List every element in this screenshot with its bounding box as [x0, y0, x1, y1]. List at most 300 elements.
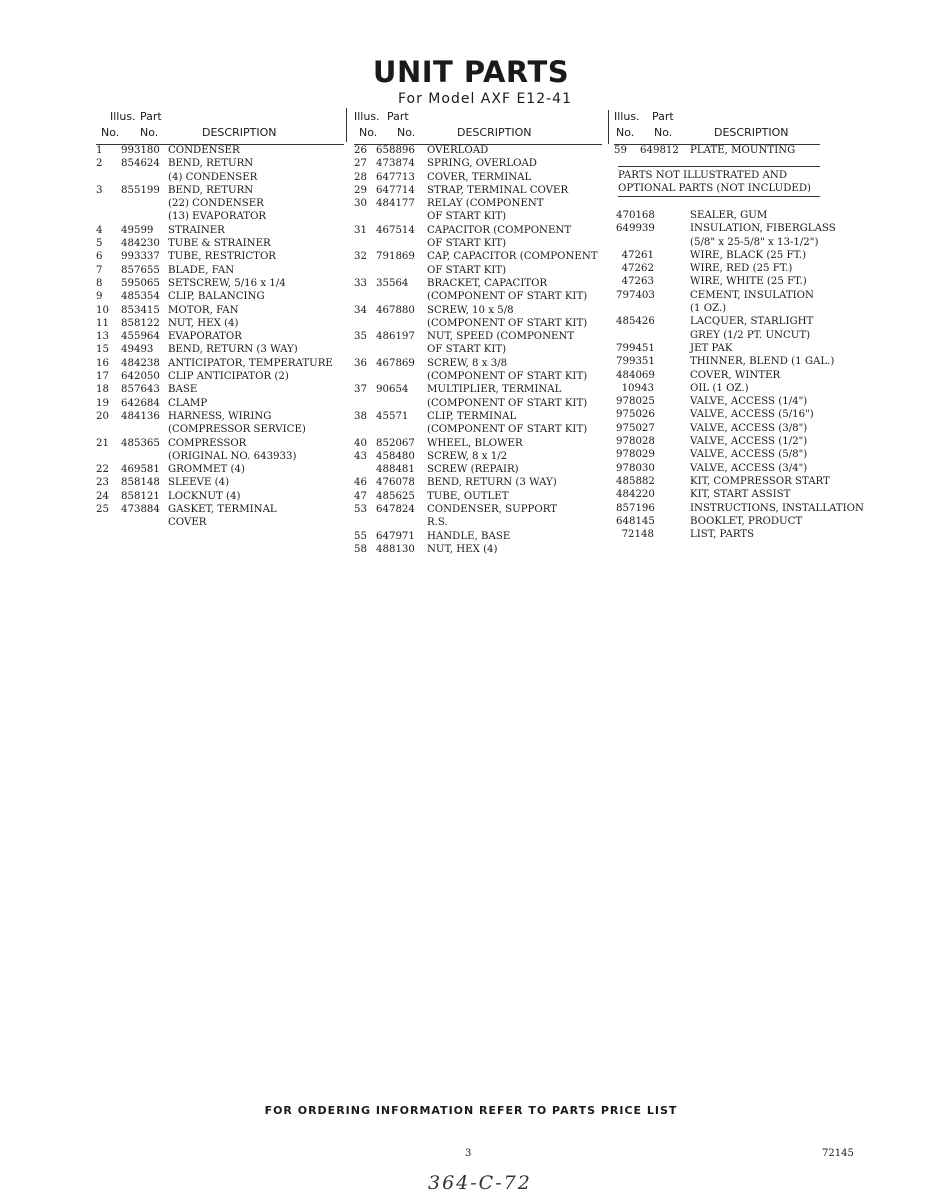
part-description: CONDENSER, SUPPORT — [427, 504, 558, 516]
part-number: 852067 — [376, 437, 415, 449]
part-row — [354, 290, 602, 303]
part-description: CAPACITOR (COMPONENT — [427, 224, 572, 236]
illus-number: 11 — [96, 317, 109, 329]
section-title-line-1: PARTS NOT ILLUSTRATED AND — [618, 170, 787, 181]
part-description: BASE — [168, 384, 198, 396]
optional-part-row — [614, 369, 864, 382]
part-row — [96, 343, 344, 356]
part-number: 484238 — [121, 357, 160, 369]
part-row — [354, 317, 602, 330]
part-number: 978025 — [616, 396, 655, 408]
part-number: 647714 — [376, 184, 415, 196]
illus-number: 4 — [96, 224, 103, 236]
column-header — [96, 110, 344, 144]
part-description: SCREW (REPAIR) — [427, 464, 519, 476]
part-row — [96, 144, 344, 157]
part-description: SLEEVE (4) — [168, 477, 230, 489]
part-description: VALVE, ACCESS (3/4") — [690, 462, 808, 474]
optional-part-row — [614, 262, 864, 275]
part-row — [354, 210, 602, 223]
part-description: (COMPONENT OF START KIT) — [427, 291, 588, 303]
part-row — [354, 343, 602, 356]
part-number: 469581 — [121, 464, 160, 476]
illus-number: 9 — [96, 291, 103, 303]
illus-header-top: Illus. — [110, 110, 136, 123]
illus-number: 21 — [96, 437, 109, 449]
parts-column-2 — [354, 110, 602, 556]
illus-number: 38 — [354, 410, 367, 422]
part-row — [354, 264, 602, 277]
part-number: 858122 — [121, 317, 160, 329]
part-description: INSTRUCTIONS, INSTALLATION — [690, 502, 864, 514]
part-row — [96, 184, 344, 197]
optional-part-row — [614, 342, 864, 355]
part-number: 647971 — [376, 530, 415, 542]
part-description: (COMPONENT OF START KIT) — [427, 317, 588, 329]
part-number: 855199 — [121, 184, 160, 196]
part-number: 72148 — [621, 529, 654, 541]
part-description: (13) EVAPORATOR — [168, 211, 267, 223]
section-title-line-2: OPTIONAL PARTS (NOT INCLUDED) — [618, 183, 811, 195]
part-row — [96, 317, 344, 330]
part-description: KIT, START ASSIST — [690, 489, 791, 501]
optional-part-row — [614, 289, 864, 302]
part-number: 10943 — [621, 382, 654, 394]
part-number: 647713 — [376, 171, 415, 183]
part-description: CLIP ANTICIPATOR (2) — [168, 371, 289, 383]
section-title — [618, 169, 811, 196]
part-description: (1 OZ.) — [690, 303, 727, 315]
part-number: 486197 — [376, 331, 415, 343]
part-row — [354, 370, 602, 383]
part-row — [354, 423, 602, 436]
page-title: UNIT PARTS — [372, 55, 570, 89]
part-description: BRACKET, CAPACITOR — [427, 277, 548, 289]
part-number: 467869 — [376, 357, 415, 369]
part-number: 853415 — [121, 304, 160, 316]
part-row — [96, 277, 344, 290]
part-number: 978028 — [616, 436, 655, 448]
part-row — [96, 437, 344, 450]
part-number: 799351 — [616, 356, 655, 368]
part-description: NUT, HEX (4) — [427, 543, 498, 555]
column-divider — [608, 110, 609, 144]
optional-part-row — [614, 475, 864, 488]
part-description: NUT, HEX (4) — [168, 317, 239, 329]
part-description: TUBE, RESTRICTOR — [168, 251, 276, 263]
part-description: CAP, CAPACITOR (COMPONENT — [427, 251, 598, 263]
optional-part-row — [614, 329, 864, 342]
illus-number: 5 — [96, 238, 103, 250]
part-row — [96, 264, 344, 277]
part-number: 595065 — [121, 277, 160, 289]
part-number: 47262 — [621, 263, 654, 275]
part-number: 975027 — [616, 422, 655, 434]
part-description: (COMPONENT OF START KIT) — [427, 424, 588, 436]
part-row — [354, 450, 602, 463]
part-row — [96, 383, 344, 396]
part-row — [96, 410, 344, 423]
part-description: VALVE, ACCESS (5/16") — [690, 409, 814, 421]
part-description: GASKET, TERMINAL — [168, 504, 277, 516]
illus-no-header: No. — [616, 126, 635, 139]
part-number: 649812 — [640, 145, 679, 156]
part-number: 484177 — [376, 198, 415, 210]
optional-part-row — [614, 515, 864, 528]
illus-number: 30 — [354, 198, 367, 210]
illus-number: 23 — [96, 477, 109, 489]
part-number: 791869 — [376, 251, 415, 263]
optional-part-row — [614, 382, 864, 395]
optional-part-row — [614, 528, 864, 541]
part-row — [96, 290, 344, 303]
part-description: R.S. — [427, 517, 448, 529]
part-description: WIRE, BLACK (25 FT.) — [690, 249, 807, 261]
illus-number: 58 — [354, 543, 367, 555]
optional-part-row — [614, 448, 864, 461]
illus-number: 2 — [96, 158, 103, 170]
part-description: PLATE, MOUNTING — [690, 145, 796, 156]
part-description: CLIP, BALANCING — [168, 291, 265, 303]
column-header — [354, 110, 602, 144]
optional-part-row — [614, 249, 864, 262]
illus-header-top: Illus. — [354, 110, 380, 123]
part-row — [96, 157, 344, 170]
part-description: THINNER, BLEND (1 GAL.) — [690, 356, 835, 368]
part-number: 993180 — [121, 145, 160, 156]
part-description: CONDENSER — [168, 145, 240, 156]
part-description: BEND, RETURN — [168, 184, 254, 196]
part-description: BEND, RETURN — [168, 158, 254, 170]
part-description: SETSCREW, 5/16 x 1/4 — [168, 277, 286, 289]
part-description: COVER, WINTER — [690, 369, 781, 381]
part-description: LACQUER, STARLIGHT — [690, 316, 814, 328]
part-number: 488481 — [376, 464, 415, 476]
part-number: 470168 — [616, 210, 655, 221]
part-number: 975026 — [616, 409, 655, 421]
illus-number: 47 — [354, 490, 367, 502]
part-row — [354, 330, 602, 343]
part-description: SPRING, OVERLOAD — [427, 158, 537, 170]
part-number: 49493 — [121, 344, 154, 356]
illus-number: 53 — [354, 504, 367, 516]
illus-number: 40 — [354, 437, 367, 449]
part-number: 47263 — [621, 276, 654, 288]
part-description: CEMENT, INSULATION — [690, 289, 814, 301]
illus-number: 22 — [96, 464, 109, 476]
illus-number: 10 — [96, 304, 109, 316]
optional-part-row — [614, 209, 864, 222]
part-description: GREY (1/2 PT. UNCUT) — [690, 329, 811, 341]
illus-number: 25 — [96, 504, 109, 516]
part-description: STRAP, TERMINAL COVER — [427, 184, 569, 196]
part-row — [354, 543, 602, 556]
illus-number: 28 — [354, 171, 367, 183]
part-number: 649939 — [616, 223, 655, 235]
illus-number: 36 — [354, 357, 367, 369]
part-no-header: No. — [397, 126, 416, 139]
part-row — [96, 476, 344, 489]
part-number: 484136 — [121, 410, 160, 422]
optional-part-row — [614, 315, 864, 328]
part-row — [354, 250, 602, 263]
part-number: 467514 — [376, 224, 415, 236]
part-description: LIST, PARTS — [690, 529, 755, 541]
part-row — [96, 357, 344, 370]
part-description: JET PAK — [690, 342, 733, 354]
illus-number: 17 — [96, 371, 109, 383]
part-row — [96, 490, 344, 503]
part-description: SCREW, 8 x 1/2 — [427, 450, 508, 462]
part-description: COVER, TERMINAL — [427, 171, 532, 183]
part-description: RELAY (COMPONENT — [427, 198, 544, 210]
part-number: 797403 — [616, 289, 655, 301]
part-row — [96, 304, 344, 317]
description-header: DESCRIPTION — [714, 126, 789, 139]
part-description: KIT, COMPRESSOR START — [690, 475, 830, 487]
part-number: 485625 — [376, 490, 415, 502]
illus-number: 31 — [354, 224, 367, 236]
optional-part-row — [614, 488, 864, 501]
part-description: (22) CONDENSER — [168, 198, 264, 210]
part-description: WIRE, RED (25 FT.) — [690, 263, 793, 275]
part-number: 476078 — [376, 477, 415, 489]
optional-part-row — [614, 502, 864, 515]
part-header-top: Part — [140, 110, 162, 123]
part-row — [96, 370, 344, 383]
illus-number: 35 — [354, 331, 367, 343]
part-row — [354, 237, 602, 250]
part-number: 488130 — [376, 543, 415, 555]
part-no-header: No. — [140, 126, 159, 139]
part-number: 799451 — [616, 342, 655, 354]
part-number: 35564 — [376, 277, 409, 289]
column-divider — [346, 108, 347, 142]
part-row — [96, 197, 344, 210]
section-underline — [618, 196, 820, 197]
part-row — [354, 197, 602, 210]
parts-list — [354, 144, 602, 556]
part-number: 858121 — [121, 490, 160, 502]
optional-part-row — [614, 435, 864, 448]
illus-number: 27 — [354, 158, 367, 170]
part-description: BEND, RETURN (3 WAY) — [427, 477, 557, 489]
part-number: 658896 — [376, 145, 415, 156]
part-row — [96, 330, 344, 343]
part-row — [96, 250, 344, 263]
part-number: 473884 — [121, 504, 160, 516]
part-number: 642684 — [121, 397, 160, 409]
optional-part-row — [614, 302, 864, 315]
part-row — [96, 503, 344, 516]
part-number: 854624 — [121, 158, 160, 170]
part-description: SCREW, 10 x 5/8 — [427, 304, 514, 316]
part-row — [96, 237, 344, 250]
optional-part-row — [614, 395, 864, 408]
part-header-top: Part — [387, 110, 409, 123]
part-number: 45571 — [376, 410, 409, 422]
part-number: 857655 — [121, 264, 160, 276]
illus-number: 1 — [96, 145, 103, 156]
part-row — [96, 210, 344, 223]
part-description: (4) CONDENSER — [168, 171, 258, 183]
ordering-info-footer: FOR ORDERING INFORMATION REFER TO PARTS PRICE LIST — [264, 1104, 678, 1117]
part-description: VALVE, ACCESS (1/2") — [690, 436, 808, 448]
illus-number: 32 — [354, 251, 367, 263]
part-description: BLADE, FAN — [168, 264, 235, 276]
illus-number: 29 — [354, 184, 367, 196]
optional-part-row — [614, 422, 864, 435]
part-description: GROMMET (4) — [168, 464, 245, 476]
part-row — [354, 304, 602, 317]
illus-number: 34 — [354, 304, 367, 316]
part-description: COMPRESSOR — [168, 437, 247, 449]
part-row — [96, 463, 344, 476]
part-description: TUBE & STRAINER — [168, 238, 271, 250]
part-description: OIL (1 OZ.) — [690, 382, 749, 394]
part-description: HANDLE, BASE — [427, 530, 511, 542]
part-description: HARNESS, WIRING — [168, 410, 272, 422]
illus-number: 18 — [96, 384, 109, 396]
part-row — [96, 516, 344, 529]
optional-part-row — [614, 462, 864, 475]
illus-no-header: No. — [359, 126, 378, 139]
part-number: 993337 — [121, 251, 160, 263]
part-description: BOOKLET, PRODUCT — [690, 515, 803, 527]
section-rule — [618, 166, 820, 167]
part-number: 484230 — [121, 238, 160, 250]
part-number: 647824 — [376, 504, 415, 516]
optional-parts-list — [614, 209, 864, 541]
illus-number: 59 — [614, 145, 627, 156]
optional-part-row — [614, 236, 864, 249]
part-description: MULTIPLIER, TERMINAL — [427, 384, 562, 396]
parts-list — [614, 144, 864, 157]
part-row — [354, 144, 602, 157]
part-number: 485365 — [121, 437, 160, 449]
part-row — [354, 224, 602, 237]
part-row — [354, 410, 602, 423]
illus-number: 46 — [354, 477, 367, 489]
parts-list — [96, 144, 344, 530]
part-description: ANTICIPATOR, TEMPERATURE — [168, 357, 333, 369]
part-description: OVERLOAD — [427, 145, 489, 156]
optional-part-row — [614, 275, 864, 288]
part-description: NUT, SPEED (COMPONENT — [427, 331, 575, 343]
part-description: CLAMP — [168, 397, 208, 409]
part-row — [354, 397, 602, 410]
optional-part-row — [614, 355, 864, 368]
part-row — [96, 423, 344, 436]
illus-number: 37 — [354, 384, 367, 396]
part-description: OF START KIT) — [427, 238, 507, 250]
part-description: BEND, RETURN (3 WAY) — [168, 344, 298, 356]
part-row — [354, 157, 602, 170]
part-description: OF START KIT) — [427, 344, 507, 356]
part-number: 978030 — [616, 462, 655, 474]
part-description: INSULATION, FIBERGLASS — [690, 223, 836, 235]
part-description: CLIP, TERMINAL — [427, 410, 517, 422]
part-description: VALVE, ACCESS (3/8") — [690, 422, 808, 434]
illus-number: 43 — [354, 450, 367, 462]
part-row — [354, 490, 602, 503]
handwritten-note: 364-C-72 — [428, 1172, 532, 1194]
part-row — [354, 383, 602, 396]
illus-number: 3 — [96, 184, 103, 196]
part-description: (ORIGINAL NO. 643933) — [168, 450, 297, 462]
part-description: OF START KIT) — [427, 264, 507, 276]
part-row — [96, 224, 344, 237]
part-number: 857643 — [121, 384, 160, 396]
part-number: 485882 — [616, 475, 655, 487]
illus-number: 20 — [96, 410, 109, 422]
part-row — [354, 463, 602, 476]
part-number: 484220 — [616, 489, 655, 501]
part-description: LOCKNUT (4) — [168, 490, 241, 502]
part-number: 857196 — [616, 502, 655, 514]
optional-part-row — [614, 222, 864, 235]
part-description: (5/8" x 25-5/8" x 13-1/2") — [690, 236, 819, 248]
description-header: DESCRIPTION — [457, 126, 532, 139]
part-description: SCREW, 8 x 3/8 — [427, 357, 508, 369]
part-description: STRAINER — [168, 224, 225, 236]
part-number: 455964 — [121, 331, 160, 343]
part-row — [354, 476, 602, 489]
illus-number: 13 — [96, 331, 109, 343]
part-row — [354, 171, 602, 184]
illus-number: 24 — [96, 490, 109, 502]
part-row — [614, 144, 864, 157]
illus-header-top: Illus. — [614, 110, 640, 123]
part-description: WHEEL, BLOWER — [427, 437, 523, 449]
part-description: (COMPRESSOR SERVICE) — [168, 424, 306, 436]
illus-number: 19 — [96, 397, 109, 409]
part-row — [354, 277, 602, 290]
part-row — [354, 437, 602, 450]
description-header: DESCRIPTION — [202, 126, 277, 139]
part-number: 47261 — [621, 249, 654, 261]
part-row — [96, 171, 344, 184]
part-number: 458480 — [376, 450, 415, 462]
part-description: MOTOR, FAN — [168, 304, 239, 316]
part-description: WIRE, WHITE (25 FT.) — [690, 276, 807, 288]
column-header — [614, 110, 864, 144]
illus-number: 55 — [354, 530, 367, 542]
part-description: OF START KIT) — [427, 211, 507, 223]
illus-number: 7 — [96, 264, 103, 276]
part-description: (COMPONENT OF START KIT) — [427, 371, 588, 383]
illus-number: 8 — [96, 277, 103, 289]
part-description: (COMPONENT OF START KIT) — [427, 397, 588, 409]
part-number: 485426 — [616, 316, 655, 328]
part-row — [354, 184, 602, 197]
part-row — [354, 516, 602, 529]
part-number: 467880 — [376, 304, 415, 316]
part-row — [354, 503, 602, 516]
part-number: 485354 — [121, 291, 160, 303]
part-description: TUBE, OUTLET — [427, 490, 509, 502]
part-number: 858148 — [121, 477, 160, 489]
part-row — [96, 450, 344, 463]
illus-number: 33 — [354, 277, 367, 289]
part-row — [354, 357, 602, 370]
illus-number: 15 — [96, 344, 109, 356]
model-subtitle: For Model AXF E12-41 — [397, 91, 572, 107]
illus-no-header: No. — [101, 126, 120, 139]
part-number: 484069 — [616, 369, 655, 381]
part-header-top: Part — [652, 110, 674, 123]
illus-number: 16 — [96, 357, 109, 369]
